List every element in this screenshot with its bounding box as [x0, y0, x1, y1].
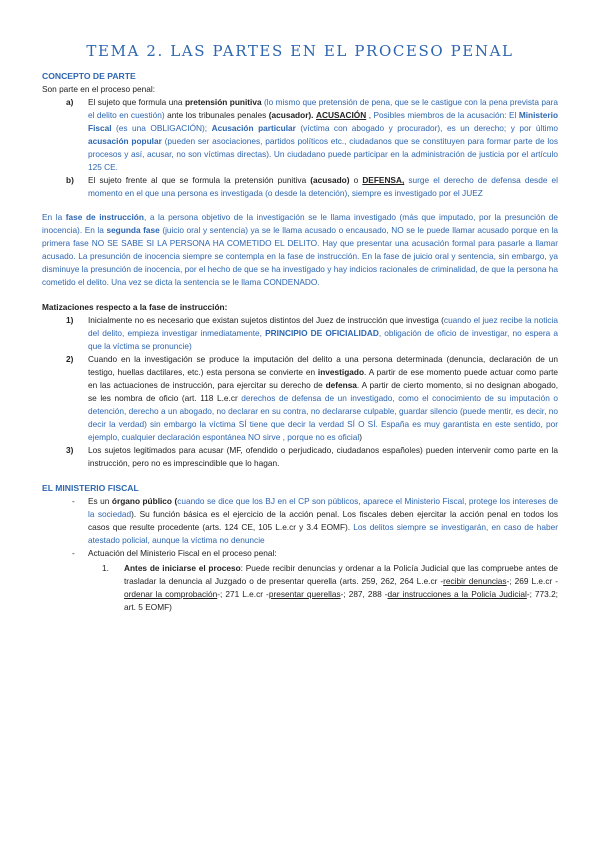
text-run-blue-bold: fase de instrucción [65, 212, 144, 222]
text-run-blue: (víctima con abogado y procurador), es un derecho; y por último [295, 123, 559, 133]
text-run-bold: Antes de iniciarse el proceso [124, 563, 241, 573]
text-run-blue: , obligación de oficio de investigar, no espera a que la víctima se pronuncie) [88, 328, 558, 351]
list-marker: 1) [66, 315, 74, 325]
list-text [88, 96, 558, 174]
text-run-blue-bold: PRINCIPIO DE OFICIALIDAD [265, 328, 379, 338]
text-run: El sujeto que formula una [88, 97, 185, 107]
list-text [88, 174, 558, 200]
text-run-blue: Posibles miembros de la acusación: El [373, 110, 519, 120]
heading-matizaciones: Matizaciones respecto a la fase de instrucción: [42, 302, 228, 312]
text-run-blue-bold: segunda fase [106, 225, 160, 235]
text-run-bold: órgano público [111, 496, 172, 506]
text-run-blue: cuando el juez recibe la noticia del delito, empieza investigar inmediatamente, [88, 315, 558, 338]
document-title: TEMA 2. LAS PARTES EN EL PROCESO PENAL [86, 42, 514, 60]
text-run: -; 271 L.e.cr - [217, 589, 269, 599]
text-run-blue: Los delitos siempre se investigarán, en caso de haber atestado policial, aunque la víctima no denuncie [88, 522, 558, 545]
text-run-bold: pretensión punitiva [184, 97, 262, 107]
text-run-bold: (acusador). [268, 110, 314, 120]
text-run-blue-bold: Acusación particular [211, 123, 296, 133]
text-run-blue: cuando se dice que los BJ en el CP son públicos, aparece el Ministerio Fiscal, protege los intereses de la sociedad [88, 496, 558, 519]
list-item-b [42, 174, 558, 200]
text-run: -; 269 L.e.cr - [506, 576, 558, 586]
list-text [88, 353, 558, 444]
text-run-bold-underline: ACUSACIÓN [315, 110, 367, 120]
list-marker: 1. [102, 563, 109, 573]
list-text [88, 314, 558, 353]
list-item-3 [42, 444, 558, 470]
text-run-blue-bold: acusación popular [88, 136, 162, 146]
list-item-a [42, 96, 558, 174]
text-run: ante los tribunales penales [164, 110, 269, 120]
text-run-bold-underline: DEFENSA, [362, 175, 405, 185]
text-run-blue: (juicio oral y sentencia) ya se le llama acusado o encausado, NO se le puede llamar acusado porque en la primera fase NO SE SABE SI LA PERSONA HA COMETIDO EL DELITO. Hay que presentar una acusación formal para pasarle a llamar acusado. La presunción de inocencia siempre se contempla en la fase de instrucción. En la fase de juicio oral y sentencia, sin embargo, ya disminuye la presunción de inocencia, por el hecho de que se ha investigado y hay indicios racionales de criminalidad, de que la persona ha cometido el delito. Una vez se dicta la sentencia se le llama CONDENADO. [42, 225, 558, 287]
text-run: ). Su función básica es el ejercicio de la acción penal. Los fiscales deben ejercitar la acción penal en todos los casos que resulte procedente (arts. 124 CE, 105 L.e.cr y 3.4 EOMF). [88, 509, 559, 532]
dash-item-organo-publico [42, 495, 558, 547]
text-run-bold: ( [172, 496, 178, 506]
text-run-blue: , a la persona objetivo de la investigación se le llama investigado (más que imputado, por la presunción de inocencia). En la [42, 212, 559, 235]
list-marker: 3) [66, 445, 74, 455]
list-text [124, 562, 558, 614]
text-run-blue: (pueden ser asociaciones, partidos políticos etc., ciudadanos que se constituyen para formar parte de los procesos y así, acusar, no son víctimas directas). Un ciudadano puede participar en la administración de justicia por el artículo 125 CE. [88, 136, 559, 172]
text-run: . A partir de ese momento puede actuar como parte en las actuaciones de instrucción, para ejercitar su derecho de [88, 367, 558, 390]
text-run-underline: presentar querellas [268, 589, 341, 599]
text-run-underline: dar instrucciones a la Policía Judicial [387, 589, 527, 599]
text-run-blue: (lo mismo que pretensión de pena, que se le castigue con la pena prevista para el delito en cuestión) [88, 97, 558, 120]
heading-concepto-de-parte: CONCEPTO DE PARTE [42, 71, 136, 81]
list-marker: 2) [66, 354, 74, 364]
list-item-1 [42, 314, 558, 353]
text-run: Inicialmente no es necesario que existan sujetos distintos del Juez de instrucción que investiga ( [88, 315, 444, 325]
text-run-blue: surge el derecho de defensa desde el momento en el que una persona es investigada (o desde la detención), siempre es investigado por el JUEZ [88, 175, 558, 198]
text-run: ) [359, 432, 362, 442]
text-run: -; 287, 288 - [340, 589, 388, 599]
text-run-blue-bold: Ministerio Fiscal [88, 110, 559, 133]
text-run-blue: (es una OBLIGACIÓN); [111, 123, 212, 133]
text-run: . A partir de cierto momento, si no designan abogado, se les nombra de oficio (art. 118 L.e.cr [88, 380, 559, 403]
text-run: Cuando en la investigación se produce la imputación del delito a una persona determinada (denuncia, declaración de un testigo, huellas dactilares, etc.) esta persona se convierte en [88, 354, 558, 377]
list-marker: - [72, 548, 75, 558]
text-run-underline: ordenar la comprobación [124, 589, 218, 599]
text-run: , [366, 110, 374, 120]
list-marker: a) [66, 97, 74, 107]
text-run-bold: investigado [317, 367, 365, 377]
dash-item-actuacion [42, 547, 558, 560]
numbered-item-1 [42, 562, 558, 614]
text-run-blue: derechos de defensa de un investigado, como el conocimiento de su imputación o detención, derecho a un abogado, no declarar en su contra, no declararse culpable, guardar silencio (puede mentir, es decir, no decir la verdad) sin embargo la víctima SÍ tiene que decir la verdad SÍ O SÍ. España es muy garantista en este sentido, por ejemplo, cualquier declaración espontánea NO sirve , porque no es oficial [88, 393, 558, 442]
list-item-2 [42, 353, 558, 444]
list-marker: - [72, 496, 75, 506]
text-run-bold: (acusado) [310, 175, 350, 185]
text-run-underline: recibir denuncias [443, 576, 507, 586]
text-run: -; 773.2; art. 5 EOMF) [124, 589, 558, 612]
list-text: Los sujetos legitimados para acusar (MF, ofendido o perjudicado, ciudadanos españoles) pueden intervenir como parte en la instrucción, pero no es imprescindible que lo hagan. [88, 445, 558, 468]
text-run: o [349, 175, 363, 185]
list-text: Actuación del Ministerio Fiscal en el proceso penal: [88, 548, 277, 558]
paragraph-fases [42, 211, 558, 289]
list-text [88, 495, 558, 547]
text-run: El sujeto frente al que se formula la pretensión punitiva [88, 175, 311, 185]
list-marker: b) [66, 175, 74, 185]
intro-paragraph: Son parte en el proceso penal: [42, 84, 156, 94]
text-run: : Puede recibir denuncias y ordenar a la Policía Judicial que las compruebe antes de trasladar la denuncia al Juzgado o de presentar querella (arts. 259, 262, 264 L.e.cr - [124, 563, 558, 586]
text-run-blue: En la [42, 212, 66, 222]
heading-ministerio-fiscal: EL MINISTERIO FISCAL [42, 483, 139, 493]
text-run: Es un [88, 496, 112, 506]
text-run-bold: defensa [325, 380, 357, 390]
